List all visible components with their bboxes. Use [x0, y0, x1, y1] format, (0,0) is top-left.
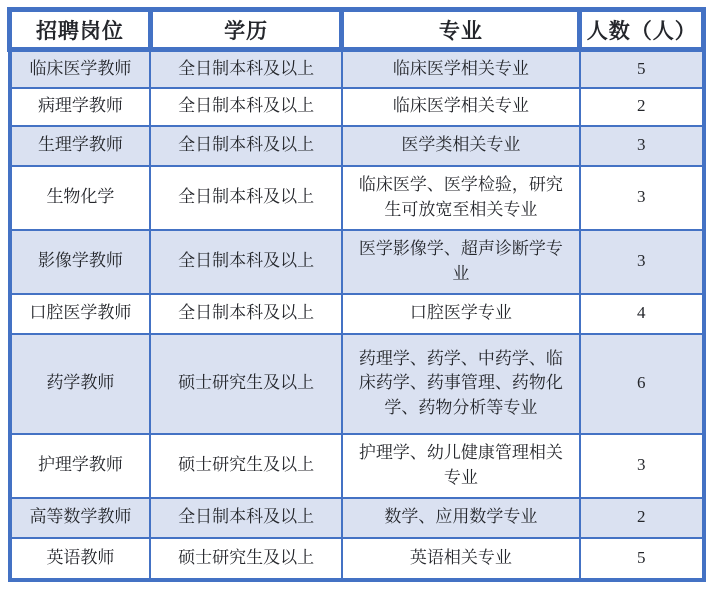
cell-count: 6 — [580, 334, 704, 434]
cell-position: 影像学教师 — [10, 230, 151, 294]
header-position: 招聘岗位 — [10, 10, 151, 50]
cell-education: 全日制本科及以上 — [150, 498, 342, 538]
cell-education: 全日制本科及以上 — [150, 166, 342, 230]
cell-major: 医学类相关专业 — [342, 126, 580, 166]
cell-major: 数学、应用数学专业 — [342, 498, 580, 538]
cell-education: 硕士研究生及以上 — [150, 434, 342, 498]
cell-education: 硕士研究生及以上 — [150, 538, 342, 580]
table-row — [10, 230, 704, 294]
cell-count: 4 — [580, 294, 704, 334]
cell-position: 高等数学教师 — [10, 498, 151, 538]
header-row — [10, 10, 704, 50]
header-education: 学历 — [150, 10, 342, 50]
cell-count: 2 — [580, 498, 704, 538]
cell-count: 3 — [580, 166, 704, 230]
cell-position: 生物化学 — [10, 166, 151, 230]
cell-major: 英语相关专业 — [342, 538, 580, 580]
table-row — [10, 88, 704, 126]
table-row — [10, 434, 704, 498]
cell-major: 口腔医学专业 — [342, 294, 580, 334]
cell-position: 病理学教师 — [10, 88, 151, 126]
cell-count: 5 — [580, 50, 704, 88]
recruitment-table — [7, 7, 706, 582]
cell-count: 3 — [580, 230, 704, 294]
cell-education: 全日制本科及以上 — [150, 230, 342, 294]
table-row — [10, 498, 704, 538]
cell-position: 护理学教师 — [10, 434, 151, 498]
cell-major: 临床医学、医学检验，研究生可放宽至相关专业 — [342, 166, 580, 230]
table-row — [10, 294, 704, 334]
table-row — [10, 334, 704, 434]
cell-major: 护理学、幼儿健康管理相关专业 — [342, 434, 580, 498]
cell-education: 硕士研究生及以上 — [150, 334, 342, 434]
cell-major: 临床医学相关专业 — [342, 88, 580, 126]
table-row — [10, 538, 704, 580]
cell-count: 5 — [580, 538, 704, 580]
cell-position: 药学教师 — [10, 334, 151, 434]
cell-position: 临床医学教师 — [10, 50, 151, 88]
header-major: 专业 — [342, 10, 580, 50]
cell-count: 2 — [580, 88, 704, 126]
table-row — [10, 50, 704, 88]
cell-major: 临床医学相关专业 — [342, 50, 580, 88]
cell-position: 口腔医学教师 — [10, 294, 151, 334]
cell-position: 生理学教师 — [10, 126, 151, 166]
cell-major: 药理学、药学、中药学、临床药学、药事管理、药物化学、药物分析等专业 — [342, 334, 580, 434]
table-row — [10, 166, 704, 230]
cell-count: 3 — [580, 434, 704, 498]
cell-education: 全日制本科及以上 — [150, 50, 342, 88]
table-row — [10, 126, 704, 166]
cell-education: 全日制本科及以上 — [150, 88, 342, 126]
cell-position: 英语教师 — [10, 538, 151, 580]
cell-education: 全日制本科及以上 — [150, 294, 342, 334]
cell-major: 医学影像学、超声诊断学专业 — [342, 230, 580, 294]
cell-count: 3 — [580, 126, 704, 166]
header-count: 人数（人） — [580, 10, 704, 50]
cell-education: 全日制本科及以上 — [150, 126, 342, 166]
